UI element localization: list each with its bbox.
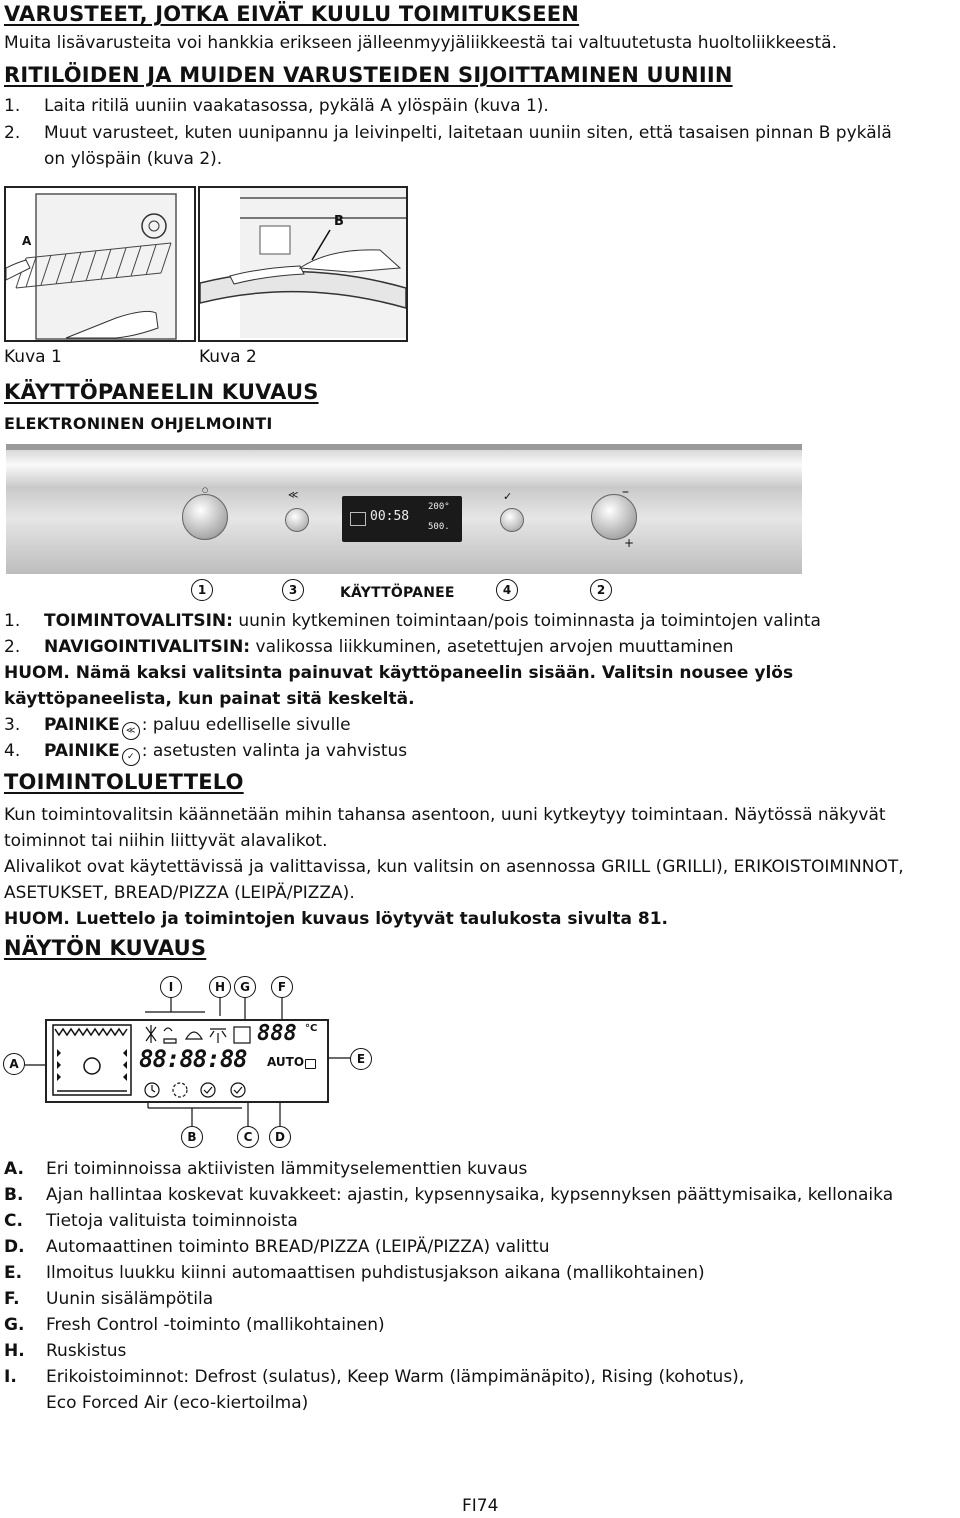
legend-text: Eco Forced Air (eco-kiertoilma) [46, 1393, 309, 1413]
item-number: 4. [4, 741, 21, 761]
control-panel-image [6, 444, 802, 574]
legend-key: C. [4, 1211, 23, 1231]
controls-note [4, 660, 793, 712]
placement-item-1 [4, 93, 549, 119]
item-number: 3. [4, 715, 21, 735]
clock-digits: 88:88:88 [139, 1045, 247, 1073]
note-line: käyttöpaneelista, kun painat sitä keskeltä. [4, 689, 415, 709]
back-icon: ≪ [288, 490, 299, 501]
placement-item-2 [4, 120, 892, 172]
item-number: 2. [4, 123, 21, 143]
back-circle-icon: ≪ [122, 722, 140, 740]
oven-icon [350, 512, 366, 526]
panel-callout-1: 1 [191, 579, 213, 601]
legend-text: Erikoistoiminnot: Defrost (sulatus), Keep Warm (lämpimänäpito), Rising (kohotus), [46, 1367, 745, 1387]
figure-label-a: A [22, 234, 32, 248]
item-text: : paluu edelliselle sivulle [141, 715, 351, 735]
legend-text: Uunin sisälämpötila [46, 1289, 214, 1309]
section-title-accessories: VARUSTEET, JOTKA EIVÄT KUULU TOIMITUKSEEN [4, 2, 580, 26]
panel-callout-4: 4 [496, 579, 518, 601]
item-bold: PAINIKE [44, 741, 120, 761]
display-sub-value: 500. [428, 522, 450, 532]
panel-display [342, 496, 462, 542]
display-callout-i: I [160, 976, 182, 998]
back-button [285, 508, 309, 532]
section-title-function-list: TOIMINTOLUETTELO [4, 770, 244, 794]
function-list-paragraph-1 [4, 802, 886, 854]
navigation-selector-knob [591, 494, 637, 540]
lock-icon [305, 1059, 316, 1069]
item-text: : asetusten valinta ja vahvistus [141, 741, 408, 761]
oven-rack-illustration [6, 188, 194, 340]
figure-label-b: B [334, 214, 344, 229]
function-selector-knob [182, 494, 228, 540]
display-callout-e: E [350, 1048, 372, 1070]
legend-text: Eri toiminnoissa aktiivisten lämmityselementtien kuvaus [46, 1159, 528, 1179]
section-title-display: NÄYTÖN KUVAUS [4, 936, 207, 960]
function-icons-row [142, 1023, 262, 1045]
item-text: valikossa liikkuminen, asetettujen arvojen muuttaminen [250, 637, 734, 657]
section-title-placement: RITILÖIDEN JA MUIDEN VARUSTEIDEN SIJOITTAMINEN UUNIIN [4, 63, 733, 87]
minus-sign: – [622, 484, 629, 500]
legend-key: A. [4, 1159, 24, 1179]
text-line: Alivalikot ovat käytettävissä ja valittavissa, kun valitsin on asennossa GRILL (GRILLI), ERIKOISTOIMINNOT, [4, 857, 904, 877]
display-callout-b: B [181, 1126, 203, 1148]
item-bold: PAINIKE [44, 715, 120, 735]
item-text: Laita ritilä uuniin vaakatasossa, pykälä A ylöspäin (kuva 1). [44, 96, 549, 116]
section-subtitle-programming: ELEKTRONINEN OHJELMOINTI [4, 414, 273, 433]
display-callout-d: D [269, 1126, 291, 1148]
confirm-button [500, 508, 524, 532]
function-list-paragraph-2 [4, 854, 904, 906]
legend-text: Ilmoitus luukku kiinni automaattisen puhdistusjakson aikana (mallikohtainen) [46, 1263, 705, 1283]
item-text: uunin kytkeminen toimintaan/pois toiminnasta ja toimintojen valinta [232, 611, 821, 631]
display-time: 00:58 [370, 509, 410, 524]
legend-text: Ajan hallintaa koskevat kuvakkeet: ajastin, kypsennysaika, kypsennyksen päättymisaika, kellonaika [46, 1185, 894, 1205]
item-number: 2. [4, 637, 21, 657]
legend-item [4, 1338, 893, 1364]
legend-item [4, 1364, 893, 1390]
temperature-digits: 888 [257, 1021, 297, 1046]
time-icons-row [142, 1079, 252, 1101]
legend-item [4, 1234, 893, 1260]
note-line: HUOM. Nämä kaksi valitsinta painuvat käyttöpaneelin sisään. Valitsin nousee ylös [4, 663, 794, 683]
display-callout-a: A [3, 1053, 25, 1075]
legend-key: H. [4, 1341, 25, 1361]
legend-item-cont [4, 1390, 893, 1416]
temperature-unit: °C [305, 1023, 318, 1034]
plus-sign: + [624, 536, 635, 550]
legend-item [4, 1286, 893, 1312]
legend-item [4, 1260, 893, 1286]
legend-item [4, 1156, 893, 1182]
control-item-3 [4, 712, 351, 740]
figure-2-oven-tray [198, 186, 408, 342]
check-circle-icon: ✓ [122, 748, 140, 766]
text-line: Kun toimintovalitsin käännetään mihin tahansa asentoon, uuni kytkeytyy toimintaan. Näytössä näkyvät [4, 805, 886, 825]
control-item-2 [4, 634, 734, 660]
legend-item [4, 1312, 893, 1338]
item-number: 1. [4, 96, 21, 116]
legend-text: Tietoja valituista toiminnoista [46, 1211, 298, 1231]
display-temperature: 200° [428, 502, 450, 512]
panel-callout-3: 3 [282, 579, 304, 601]
display-callout-f: F [271, 976, 293, 998]
legend-text: Fresh Control -toiminto (mallikohtainen) [46, 1315, 385, 1335]
display-legend [4, 1156, 893, 1416]
legend-item [4, 1182, 893, 1208]
item-bold: NAVIGOINTIVALITSIN: [44, 637, 251, 657]
auto-indicator: AUTO [267, 1055, 305, 1069]
figure-1-oven-rack [4, 186, 196, 342]
item-text: Muut varusteet, kuten uunipannu ja leivinpelti, laitetaan uuniin siten, että tasaisen pinnan B pykälä [44, 123, 892, 143]
legend-text: Ruskistus [46, 1341, 127, 1361]
display-callout-c: C [237, 1126, 259, 1148]
display-callout-h: H [209, 976, 231, 998]
accessories-text: Muita lisävarusteita voi hankkia erikseen jälleenmyyjäliikkeestä tai valtuutetusta huoltoliikkeestä. [4, 33, 837, 53]
legend-key: D. [4, 1237, 25, 1257]
item-text-cont: on ylöspäin (kuva 2). [44, 149, 223, 169]
lcd-display [45, 1019, 329, 1103]
item-number: 1. [4, 611, 21, 631]
item-bold: TOIMINTOVALITSIN: [44, 611, 233, 631]
text-line: ASETUKSET, BREAD/PIZZA (LEIPÄ/PIZZA). [4, 883, 355, 903]
panel-callout-2: 2 [590, 579, 612, 601]
power-icon: ○ [202, 486, 209, 494]
check-icon: ✓ [503, 490, 513, 503]
control-item-4 [4, 738, 407, 766]
text-line: toiminnot tai niihin liittyvät alavalikot. [4, 831, 328, 851]
legend-text: Automaattinen toiminto BREAD/PIZZA (LEIPÄ/PIZZA) valittu [46, 1237, 550, 1257]
control-item-1 [4, 608, 821, 634]
caption-figure-1: Kuva 1 [4, 347, 62, 367]
page-number: FI74 [462, 1496, 499, 1516]
panel-label: KÄYTTÖPANEE [340, 585, 455, 601]
legend-key: F. [4, 1289, 20, 1309]
legend-key: E. [4, 1263, 23, 1283]
legend-item [4, 1208, 893, 1234]
caption-figure-2: Kuva 2 [199, 347, 257, 367]
oven-tray-illustration [200, 188, 406, 340]
function-list-note: HUOM. Luettelo ja toimintojen kuvaus löytyvät taulukosta sivulta 81. [4, 909, 669, 929]
section-title-control-panel: KÄYTTÖPANEELIN KUVAUS [4, 380, 319, 404]
legend-key: G. [4, 1315, 25, 1335]
legend-key: B. [4, 1185, 24, 1205]
legend-key: I. [4, 1367, 17, 1387]
display-callout-g: G [234, 976, 256, 998]
